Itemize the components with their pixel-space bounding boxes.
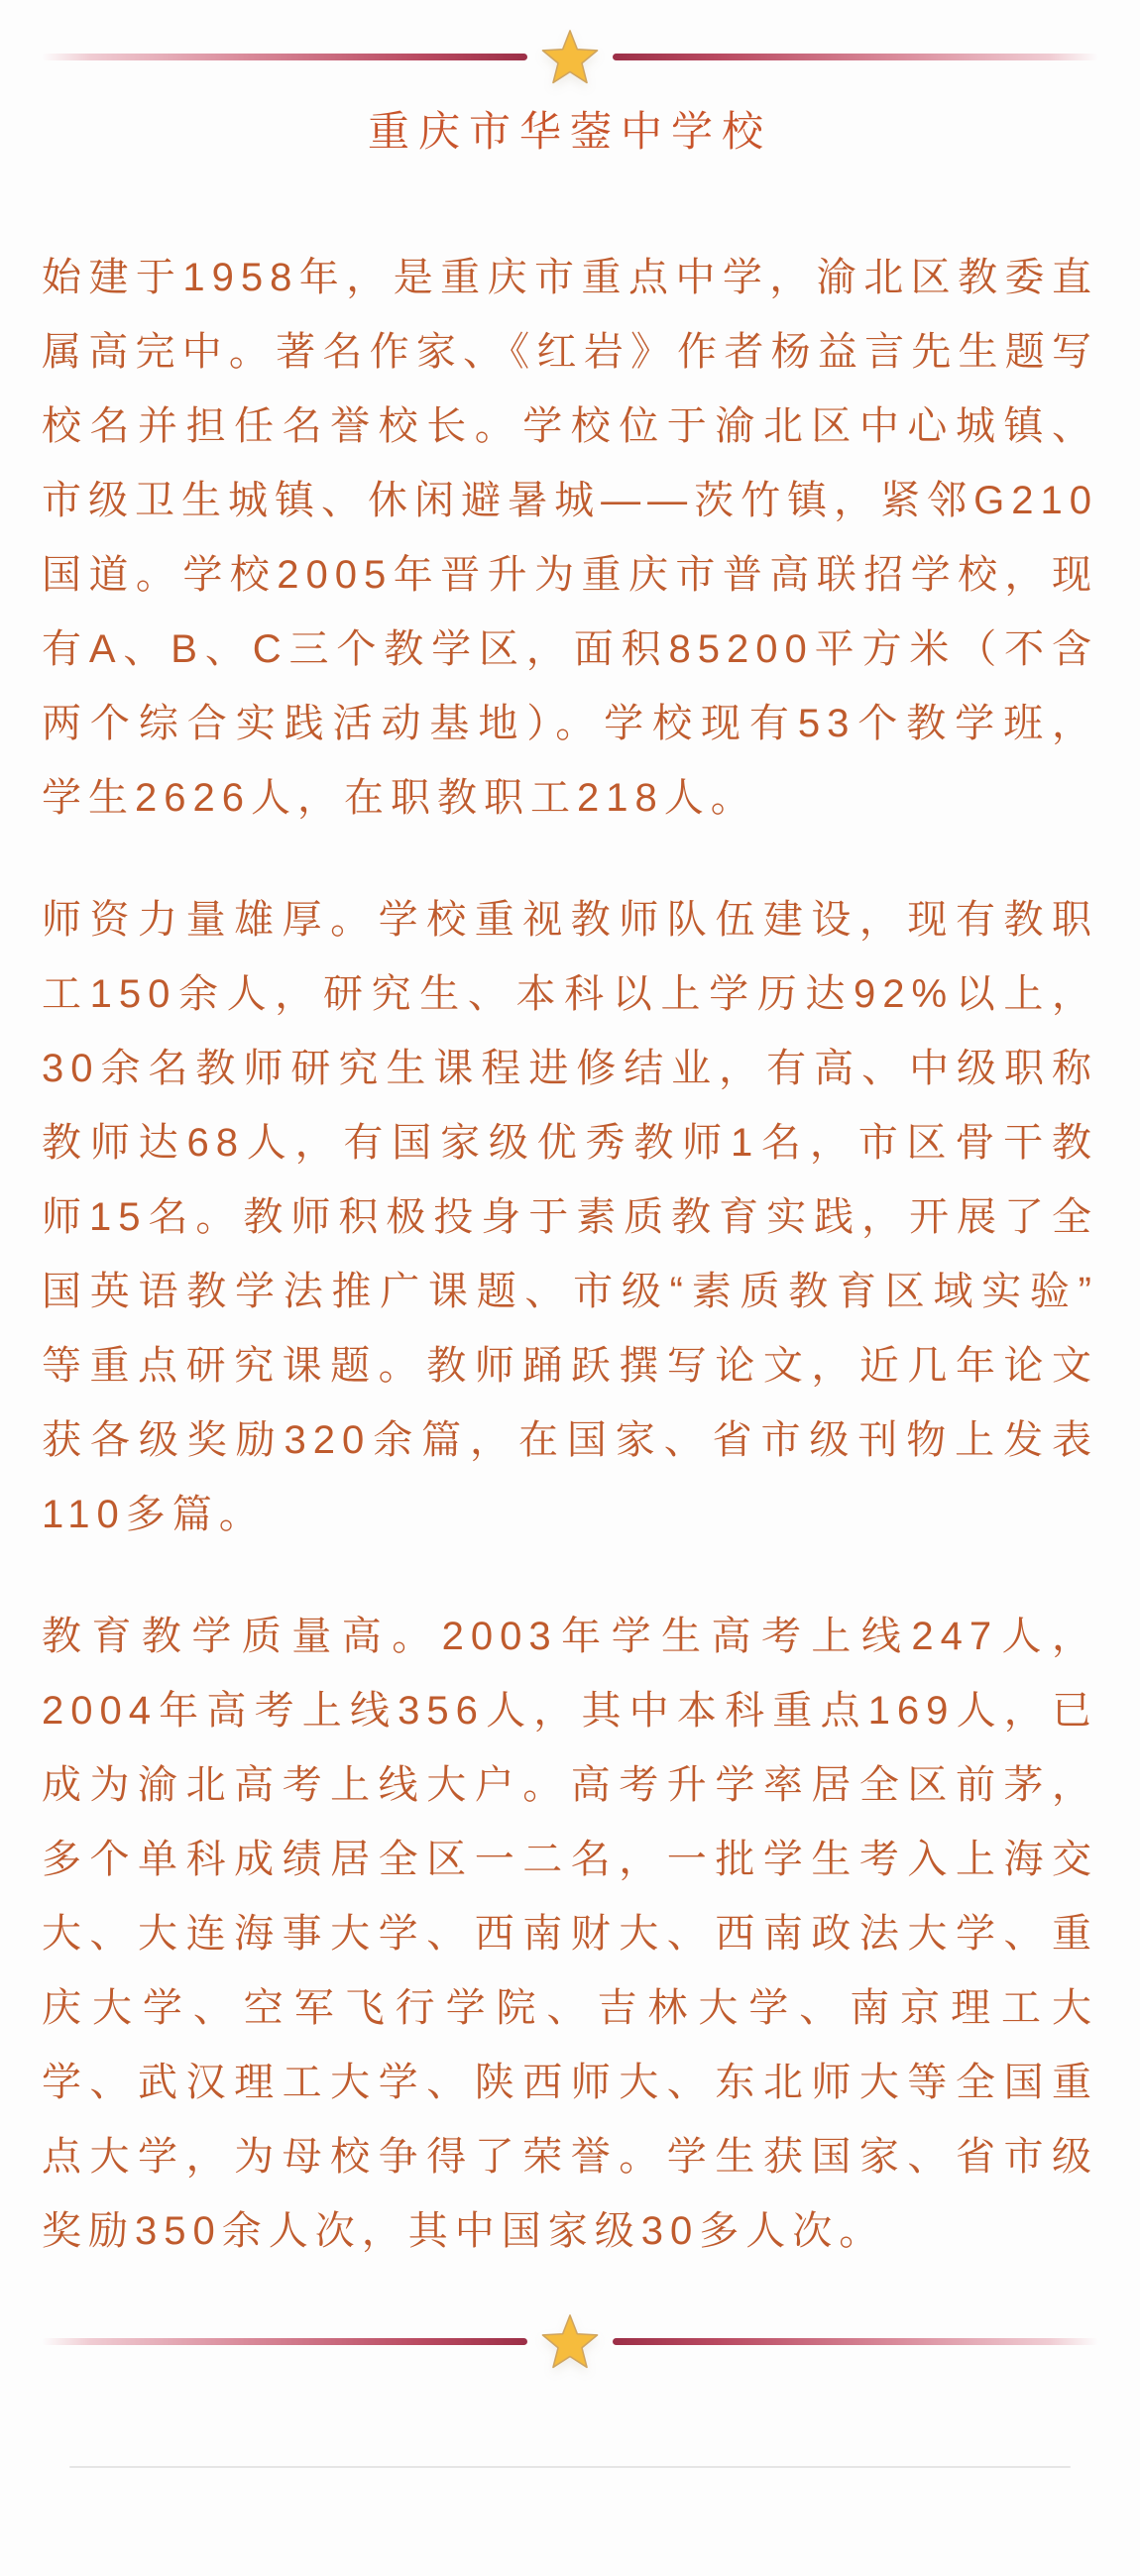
article-body <box>42 241 1098 2269</box>
star-icon <box>539 2311 601 2371</box>
paragraph-school-history: 始建于1958年，是重庆市重点中学，渝北区教委直属高完中。著名作家、《红岩》作者杨益言先生题写校名并担任名誉校长。学校位于渝北区中心城镇、市级卫生城镇、休闲避暑城——茨竹镇，紧邻G210国道。学校2005年晋升为重庆市普高联招学校，现有A、B、C三个教学区，面积85200平方米（不含两个综合实践活动基地）。学校现有53个教学班，学生2626人，在职教职工218人。 <box>42 256 1098 820</box>
divider-line-left <box>42 2338 527 2345</box>
top-divider <box>42 26 1098 87</box>
paragraph-teaching-quality: 教育教学质量高。2003年学生高考上线247人，2004年高考上线356人，其中本科重点169人，已成为渝北高考上线大户。高考升学率居全区前茅，多个单科成绩居全区一二名，一批学生考入上海交大、大连海事大学、西南财大、西南政法大学、重庆大学、空军飞行学院、吉林大学、南京理工大学、武汉理工大学、陕西师大、东北师大等全国重点大学，为母校争得了荣誉。学生获国家、省市级奖励350余人次，其中国家级30多人次。 <box>42 1615 1098 2253</box>
bottom-divider <box>42 2310 1098 2372</box>
divider-line-right <box>613 54 1098 60</box>
page-title: 重庆市华蓥中学校 <box>367 108 772 155</box>
star-icon <box>539 27 601 86</box>
divider-line-right <box>613 2338 1098 2345</box>
paragraph-faculty-strength: 师资力量雄厚。学校重视教师队伍建设，现有教职工150余人，研究生、本科以上学历达92%以上，30余名教师研究生课程进修结业，有高、中级职称教师达68人，有国家级优秀教师1名，市区骨干教师15名。教师积极投身于素质教育实践，开展了全国英语教学法推广课题、市级“素质教育区域实验”等重点研究课题。教师踊跃撰写论文，近几年论文获各级奖励320余篇，在国家、省市级刊物上发表110多篇。 <box>42 898 1098 1536</box>
divider-line-left <box>42 54 527 60</box>
separator-line <box>69 2466 1071 2468</box>
